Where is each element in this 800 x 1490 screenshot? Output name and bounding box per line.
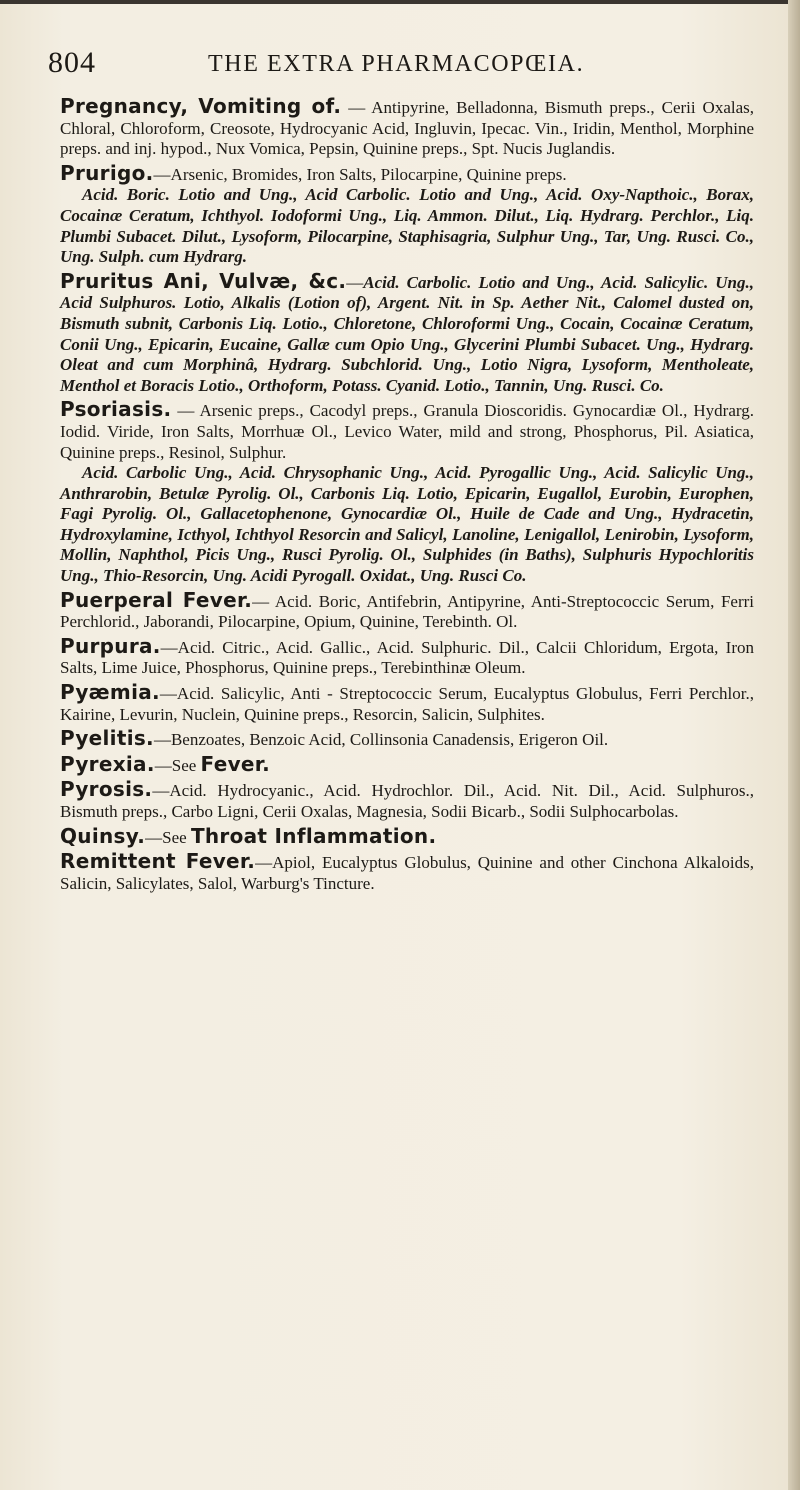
entry-heading: Quinsy.	[60, 823, 146, 848]
entry-heading: Psoriasis.	[60, 397, 172, 422]
entry-external-remedies: Acid. Carbolic Ung., Acid. Chrysophanic Ung., Acid. Pyrogallic Ung., Acid. Salicylic Ung., Anthrarobin, Betulæ Pyrolig. Ol., Carbonis Liq. Lotio, Epicarin, Eugallol, Eurobin, Europhen, Fagi Pyrolig. Ol., Gallacetophenone, Gynocardiæ Ol., Huile de Cade and Ung., Hydracetin, Hydroxylamine, Icthyol, Ichthyol Resorcin and Salicyl, Lanoline, Lenigallol, Lenirobin, Lysoform, Mollin, Naphthol, Picis Ung., Rusci Pyrolig. Ol., Sulphides (in Baths), Sulphuris Hypochloritis Ung., Thio-Resorcin, Ung. Acidi Pyrogall. Oxidat., Ung. Rusci Co.	[60, 463, 754, 586]
entry-pruritus	[60, 268, 754, 397]
entry-heading: Pyrexia.	[60, 751, 155, 776]
entry-text: — Antipyrine, Belladonna, Bismuth preps., Cerii Oxalas, Chloral, Chloroform, Creosote, Hydrocyanic Acid, Ingluvin, Ipecac. Vin., Iridin, Menthol, Morphine preps. and inj. hypod., Nux Vomica, Pepsin, Quinine preps., Spt. Nucis Juglandis.	[60, 98, 755, 159]
entry-quinsy	[60, 823, 754, 849]
entry-heading: Pyrosis.	[60, 777, 153, 802]
cross-reference: Fever.	[200, 751, 270, 776]
entry-heading: Pyæmia.	[60, 680, 160, 705]
entry-prurigo	[60, 160, 754, 268]
running-head: THE EXTRA PHARMACOPŒIA.	[208, 51, 585, 77]
entry-heading: Purpura.	[60, 633, 161, 658]
entry-remittent-fever	[60, 851, 754, 894]
entry-heading: Pruritus Ani, Vulvæ, &c.	[60, 268, 347, 293]
entry-text: — Arsenic preps., Cacodyl preps., Granula Dioscoridis. Gynocardiæ Ol., Hydrarg. Iodid. Viride, Iron Salts, Morrhuæ Ol., Levico Water, mild and strong, Phosphorus, Pil. Asiatica, Quinine preps., Resinol, Sulphur.	[60, 401, 754, 462]
entry-text: —Acid. Salicylic, Anti - Streptococcic Serum, Eucalyptus Globulus, Ferri Perchlor., Kairine, Levurin, Nuclein, Quinine preps., Resorcin, Salicin, Sulphites.	[60, 684, 754, 724]
entry-text: —	[346, 272, 364, 292]
entry-external-remedies: Acid. Carbolic. Lotio and Ung., Acid. Salicylic. Ung., Acid Sulphuros. Lotio, Alkalis (Lotion of), Argent. Nit. in Sp. Aether Nit., Calomel dusted on, Bismuth subnit, Carbonis Liq. Lotio., Chloretone, Chloroformi Ung., Cocain, Cocainæ Ceratum, Conii Ung., Epicarin, Eucaine, Gallæ cum Opio Ung., Glycerini Plumbi Subacet. Ung., Hydrarg. Oleat and cum Morphinâ, Hydrarg. Subchlorid. Ung., Lotio Nigra, Lysoform, Mentholeate, Menthol et Boracis Lotio., Orthoform, Potass. Cyanid. Lotio., Tannin, Ung. Rusci. Co.	[60, 272, 754, 395]
cross-reference: Throat Inflammation.	[190, 823, 437, 848]
entry-heading: Remittent Fever.	[60, 849, 256, 874]
entry-heading: Prurigo.	[60, 160, 154, 185]
entry-pyelitis	[60, 728, 754, 751]
entry-text: —See	[145, 827, 191, 847]
entry-heading: Puerperal Fever.	[60, 587, 253, 612]
entry-psoriasis	[60, 399, 754, 586]
entry-purpura	[60, 633, 754, 679]
entry-pregnancy-vomiting	[60, 96, 754, 160]
entry-text: —Apiol, Eucalyptus Globulus, Quinine and other Cinchona Alkaloids, Salicin, Salicylates, Salol, Warburg's Tincture.	[60, 853, 754, 893]
page-top-edge	[0, 0, 800, 4]
entry-text: —Acid. Hydrocyanic., Acid. Hydrochlor. Dil., Acid. Nit. Dil., Acid. Sulphuros., Bismuth preps., Carbo Ligni, Cerii Oxalas, Magnesia, Sodii Bicarb., Sodii Sulphocarbolas.	[60, 781, 754, 821]
entry-puerperal-fever	[60, 587, 755, 633]
page-header	[48, 46, 760, 86]
entry-heading: Pregnancy, Vomiting of.	[60, 94, 342, 118]
entry-text: —Acid. Citric., Acid. Gallic., Acid. Sulphuric. Dil., Calcii Chloridum, Ergota, Iron Salts, Lime Juice, Phosphorus, Quinine preps., Terebinthinæ Oleum.	[60, 637, 754, 678]
entry-text: —Benzoates, Benzoic Acid, Collinsonia Canadensis, Erigeron Oil.	[153, 730, 609, 750]
page-binding-edge	[788, 0, 800, 1490]
entry-text: — Acid. Boric, Antifebrin, Antipyrine, Anti-Streptococcic Serum, Ferri Perchlorid., Jaborandi, Pilocarpine, Opium, Quinine, Terebinth. Ol.	[60, 591, 755, 632]
page-number: 804	[48, 46, 96, 79]
entry-text: —Arsenic, Bromides, Iron Salts, Pilocarpine, Quinine preps.	[153, 164, 567, 184]
entry-text: —See	[154, 755, 201, 775]
entry-pyrexia	[60, 751, 754, 777]
entry-pyaemia	[60, 682, 754, 725]
entries-column	[60, 96, 754, 897]
entry-heading: Pyelitis.	[60, 726, 154, 751]
entry-pyrosis	[60, 779, 754, 822]
entry-external-remedies: Acid. Boric. Lotio and Ung., Acid Carbolic. Lotio and Ung., Acid. Oxy-Napthoic., Borax, Cocainæ Ceratum, Ichthyol. Iodoformi Ung., Liq. Ammon. Dilut., Liq. Hydrarg. Perchlor., Liq. Plumbi Subacet. Dilut., Lysoform, Pilocarpine, Staphisagria, Sulphur Ung., Tar, Ung. Rusci. Co., Ung. Sulph. cum Hydrarg.	[60, 185, 754, 267]
